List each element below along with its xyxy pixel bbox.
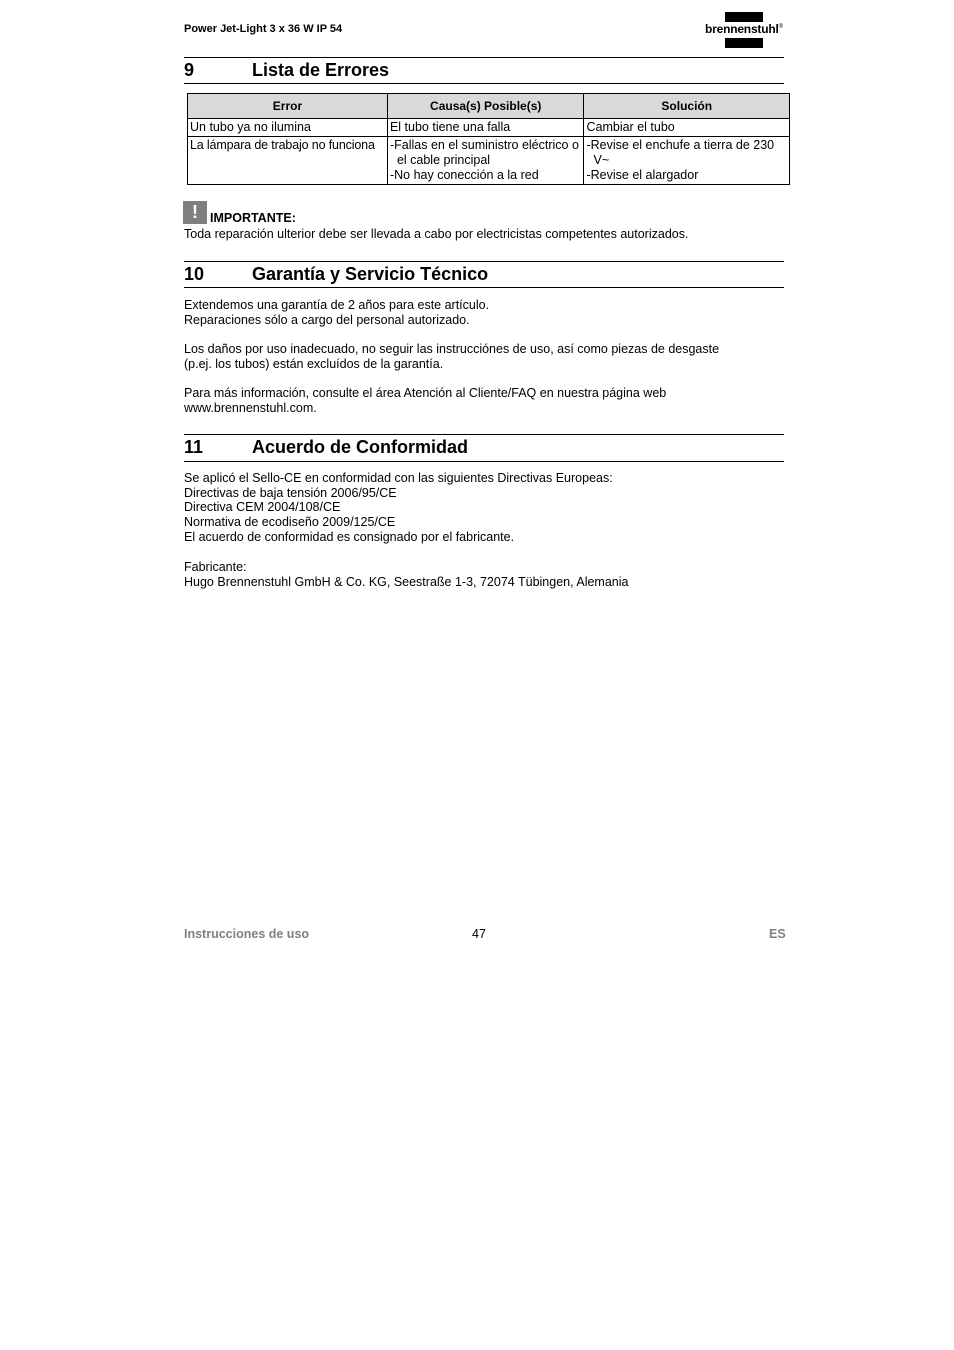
warranty-paragraph: Extendemos una garantía de 2 años para este artículo. Reparaciones sólo a cargo del personal autorizado. — [184, 298, 490, 327]
exclusions-paragraph: Los daños por uso inadecuado, no seguir las instrucciónes de uso, así como piezas de desgaste (p.ej. los tubos) están excluídos de la garantía. — [184, 342, 720, 371]
info-paragraph: Para más información, consulte el área Atención al Cliente/FAQ en nuestra página web www.brennenstuhl.com. — [184, 386, 667, 415]
exclamation-icon: ! — [183, 201, 207, 224]
footer-manual-label: Instrucciones de uso — [184, 927, 310, 941]
section-10-heading: 10 Garantía y Servicio Técnico — [184, 264, 489, 284]
table-row — [188, 137, 790, 185]
page-number: 47 — [472, 927, 486, 941]
logo-bar-top — [725, 12, 763, 22]
error-cell: La lámpara de trabajo no funciona — [188, 137, 388, 185]
brand-logo — [705, 11, 789, 50]
cause-cell: El tubo tiene una falla — [387, 119, 584, 137]
section-9-underline — [184, 83, 784, 84]
section-10-topline — [184, 261, 784, 262]
cause-item: -No hay conección a la red — [389, 168, 539, 182]
table-row — [188, 119, 790, 137]
section-11-underline — [184, 461, 784, 462]
section-11-heading: 11 Acuerdo de Conformidad — [184, 437, 469, 457]
column-header-solution: Solución — [584, 94, 790, 119]
error-table — [187, 93, 790, 185]
section-11-topline — [184, 434, 784, 435]
logo-bar-bottom — [725, 38, 763, 48]
important-text: Toda reparación ulterior debe ser llevada a cabo por electricistas competentes autorizados. — [184, 227, 689, 241]
solution-cell: Cambiar el tubo — [584, 119, 790, 137]
solution-item: -Revise el enchufe a tierra de 230 V~ — [586, 138, 775, 167]
language-code: ES — [769, 927, 786, 941]
manufacturer-block: Fabricante: Hugo Brennenstuhl GmbH & Co. KG, Seestraße 1-3, 72074 Tübingen, Alemania — [184, 560, 629, 589]
cause-item: -Fallas en el suministro eléctrico o el cable principal — [389, 138, 579, 167]
important-label: IMPORTANTE: — [210, 211, 296, 225]
conformity-paragraph: Se aplicó el Sello-CE en conformidad con las siguientes Directivas Europeas: Directivas de baja tensión 2006/95/CE Directiva CEM 2004/108/CE Normativa de ecodiseño 2009/125/CE El acuerdo de conformidad es consignado por el fabricante. — [184, 471, 613, 544]
section-10-underline — [184, 287, 784, 288]
solution-cell — [584, 137, 790, 185]
solution-item: -Revise el alargador — [586, 168, 699, 182]
section-9-heading: 9 Lista de Errores — [184, 60, 390, 80]
document-title: Power Jet-Light 3 x 36 W IP 54 — [184, 23, 343, 35]
column-header-error: Error — [188, 94, 388, 119]
cause-cell — [387, 137, 584, 185]
column-header-causes: Causa(s) Posible(s) — [387, 94, 584, 119]
header-divider — [184, 57, 784, 58]
logo-wordmark: brennenstuhl® — [705, 22, 783, 36]
table-header-row — [188, 94, 790, 119]
error-cell: Un tubo ya no ilumina — [188, 119, 388, 137]
